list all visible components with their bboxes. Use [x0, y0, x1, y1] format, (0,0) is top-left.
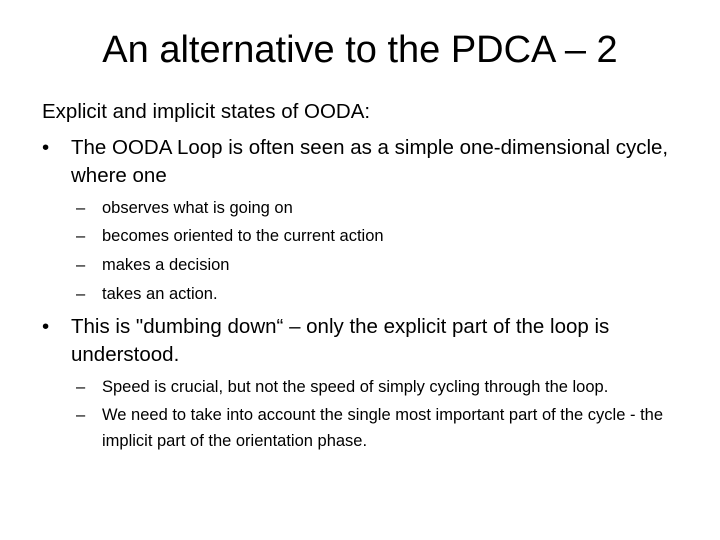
sub-bullet-item: [76, 402, 692, 454]
dash-marker: –: [76, 378, 86, 396]
sub-bullet-item: [76, 373, 608, 401]
bullet-item: [42, 134, 691, 190]
sub-bullet-text: We need to take into account the single most important part of the cycle ‐ the implicit part of the orientation phase.: [102, 406, 663, 450]
bullet-item: [42, 313, 691, 369]
sub-bullet-item: [76, 251, 229, 279]
sub-bullet-text: becomes oriented to the current action: [102, 227, 384, 245]
bullet-text: This is "dumbing down“ – only the explicit part of the loop is understood.: [71, 315, 610, 366]
bullet-marker: •: [42, 136, 50, 159]
intro-line: Explicit and implicit states of OODA:: [42, 100, 371, 123]
dash-marker: –: [76, 227, 86, 245]
sub-bullet-item: [76, 222, 384, 250]
dash-marker: –: [76, 199, 86, 217]
bullet-text: The OODA Loop is often seen as a simple one-dimensional cycle, where one: [71, 136, 669, 187]
sub-bullet-text: takes an action.: [102, 285, 218, 303]
bullet-marker: •: [42, 315, 50, 338]
sub-bullet-item: [76, 194, 293, 222]
dash-marker: –: [76, 406, 86, 424]
sub-bullet-text: observes what is going on: [102, 199, 293, 217]
dash-marker: –: [76, 256, 86, 274]
sub-bullet-item: [76, 280, 218, 308]
sub-bullet-text: Speed is crucial, but not the speed of simply cycling through the loop.: [102, 378, 609, 396]
slide-title: An alternative to the PDCA – 2: [102, 29, 618, 71]
dash-marker: –: [76, 285, 86, 303]
sub-bullet-text: makes a decision: [102, 256, 230, 274]
